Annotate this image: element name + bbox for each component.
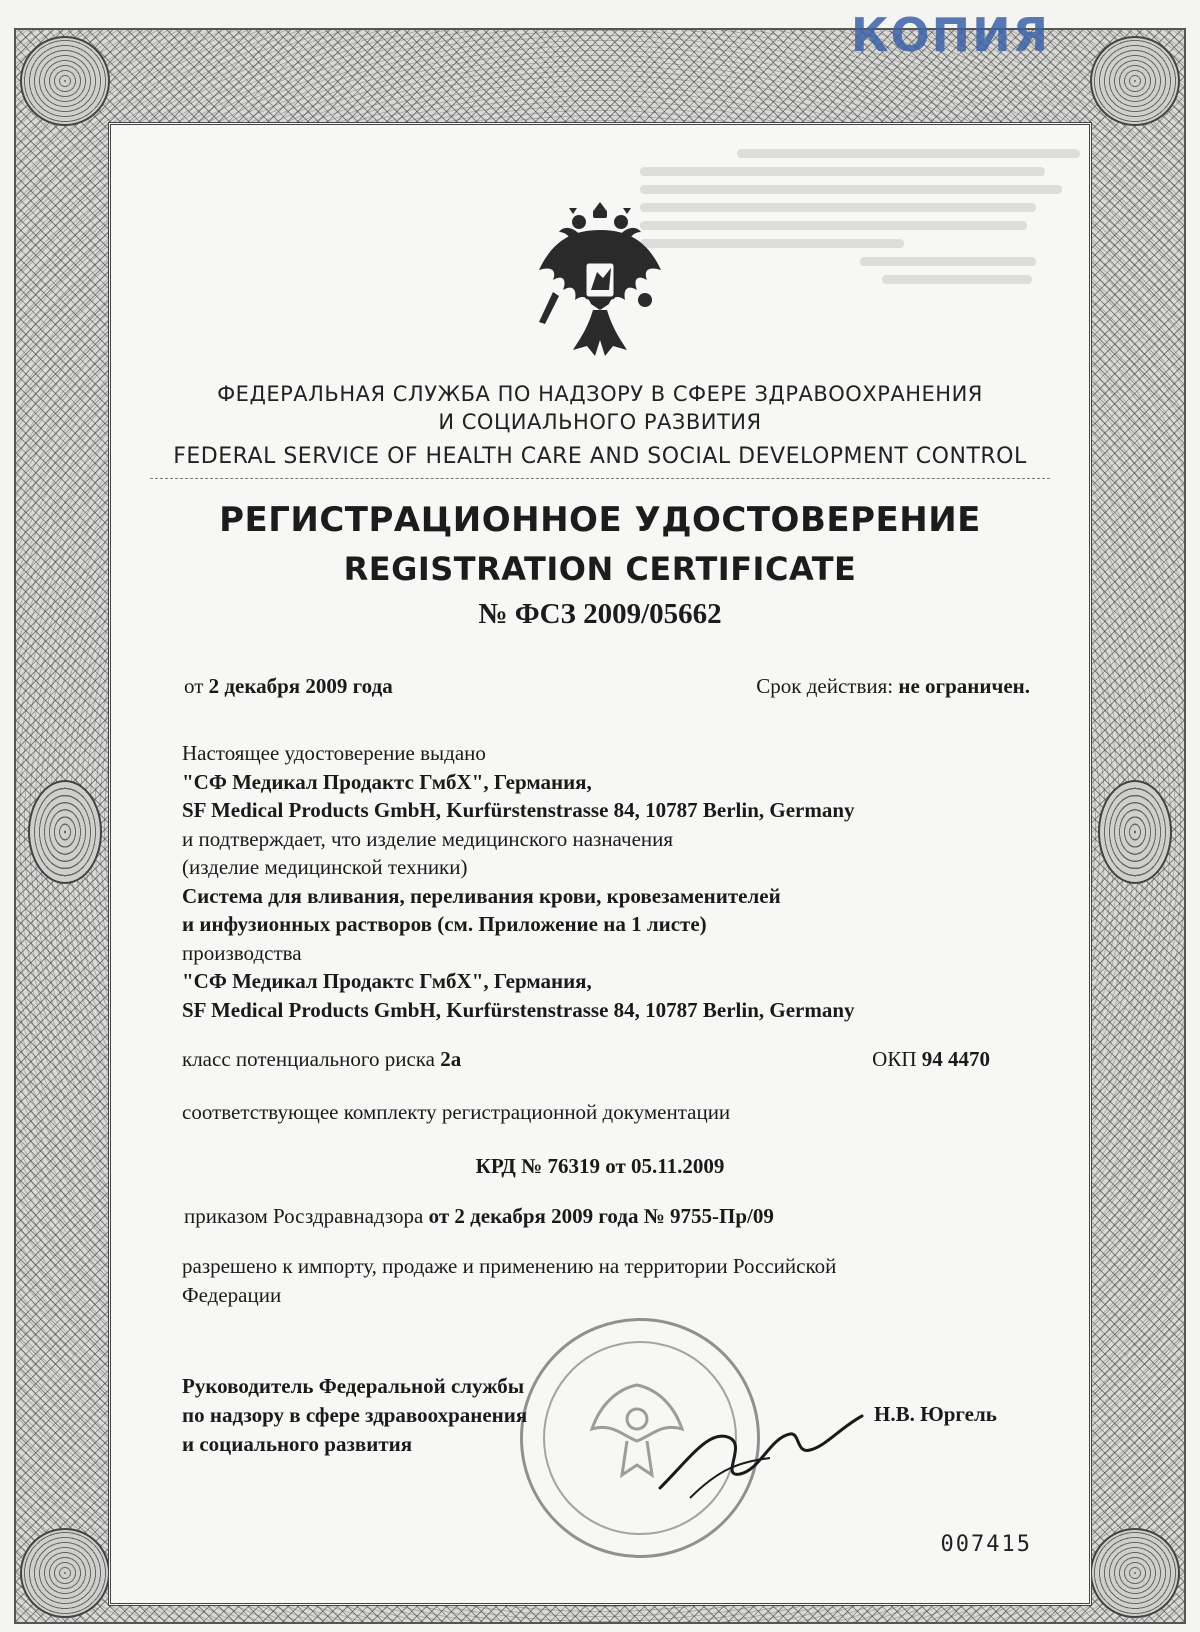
order-value: от 2 декабря 2009 года № 9755-Пр/09 — [428, 1204, 774, 1228]
signatory-position-line2: по надзору в сфере здравоохранения — [182, 1403, 528, 1427]
signatory-position-line3: и социального развития — [182, 1432, 413, 1456]
side-rosette-right — [1098, 780, 1172, 884]
signatory-position — [182, 1372, 602, 1459]
agency-name-ru-line2: И СОЦИАЛЬНОГО РАЗВИТИЯ — [438, 410, 762, 434]
okp-code — [872, 1045, 990, 1073]
risk-class-value: 2а — [440, 1047, 462, 1071]
signatory-name: Н.В. Юргель — [874, 1402, 997, 1426]
header-divider — [150, 478, 1050, 479]
validity — [756, 672, 1030, 700]
certificate-title-en: REGISTRATION CERTIFICATE — [343, 550, 857, 588]
validity-value: не ограничен. — [898, 674, 1030, 698]
risk-class-row — [182, 1045, 990, 1073]
agency-name-en: FEDERAL SERVICE OF HEALTH CARE AND SOCIAL DEVELOPMENT CONTROL — [173, 444, 1027, 469]
manufacturer-name-en: SF Medical Products GmbH, Kurfürstenstrasse 84, 10787 Berlin, Germany — [182, 997, 855, 1022]
conformity-text: соответствующее комплекту регистрационной документации — [182, 1100, 731, 1124]
okp-label: ОКП — [872, 1047, 917, 1071]
serial-number: 007415 — [940, 1532, 1032, 1557]
krd-reference: КРД № 76319 от 05.11.2009 — [475, 1154, 725, 1178]
order-reference — [184, 1202, 1044, 1231]
corner-rosette-bottom-right — [1090, 1528, 1180, 1618]
corner-rosette-bottom-left — [20, 1528, 110, 1618]
manufacturer-name-ru: "СФ Медикал Продактс ГмбХ", Германия, — [182, 969, 592, 993]
corner-rosette-top-right — [1090, 36, 1180, 126]
issue-date: 2 декабря 2009 года — [208, 674, 393, 698]
product-name-line1: Система для вливания, переливания крови, кровезаменителей — [182, 883, 781, 908]
permission-line1: разрешено к импорту, продаже и применению на территории Российской — [182, 1254, 837, 1278]
holder-name-en: SF Medical Products GmbH, Kurfürstenstrasse 84, 10787 Berlin, Germany — [182, 798, 855, 822]
okp-value: 94 4470 — [921, 1047, 990, 1071]
date-row — [184, 672, 1030, 700]
permission-line2: Федерации — [182, 1282, 282, 1307]
copy-stamp: КОПИЯ — [850, 8, 1050, 62]
signatory-position-line1: Руководитель Федеральной службы — [182, 1374, 525, 1398]
confirms-line1: и подтверждает, что изделие медицинского назначения — [182, 826, 674, 851]
corner-rosette-top-left — [20, 36, 110, 126]
handwritten-signature — [650, 1398, 870, 1508]
risk-class-label: класс потенциального риска — [182, 1047, 435, 1071]
product-name-line2: и инфузионных растворов (см. Приложение на 1 листе) — [182, 912, 707, 936]
holder-name-ru: "СФ Медикал Продактс ГмбХ", Германия, — [182, 769, 592, 794]
side-rosette-left — [28, 780, 102, 884]
date-prefix: от — [184, 674, 204, 698]
order-prefix: приказом Росздравнадзора — [184, 1204, 424, 1228]
validity-label: Срок действия: — [756, 674, 894, 698]
bleed-through-text — [640, 140, 1080, 293]
issued-to-block — [182, 739, 1042, 1024]
certificate-number: № ФСЗ 2009/05662 — [478, 598, 722, 630]
certificate-title-ru: РЕГИСТРАЦИОННОЕ УДОСТОВЕРЕНИЕ — [219, 500, 981, 540]
issued-to-label: Настоящее удостоверение выдано — [182, 741, 486, 765]
manufacturer-label: производства — [182, 940, 302, 965]
confirms-line2: (изделие медицинской техники) — [182, 855, 468, 879]
permission-block — [182, 1252, 1042, 1309]
agency-name-ru-line1: ФЕДЕРАЛЬНАЯ СЛУЖБА ПО НАДЗОРУ В СФЕРЕ ЗДРАВООХРАНЕНИЯ — [217, 382, 983, 406]
coat-of-arms-emblem — [533, 200, 667, 360]
